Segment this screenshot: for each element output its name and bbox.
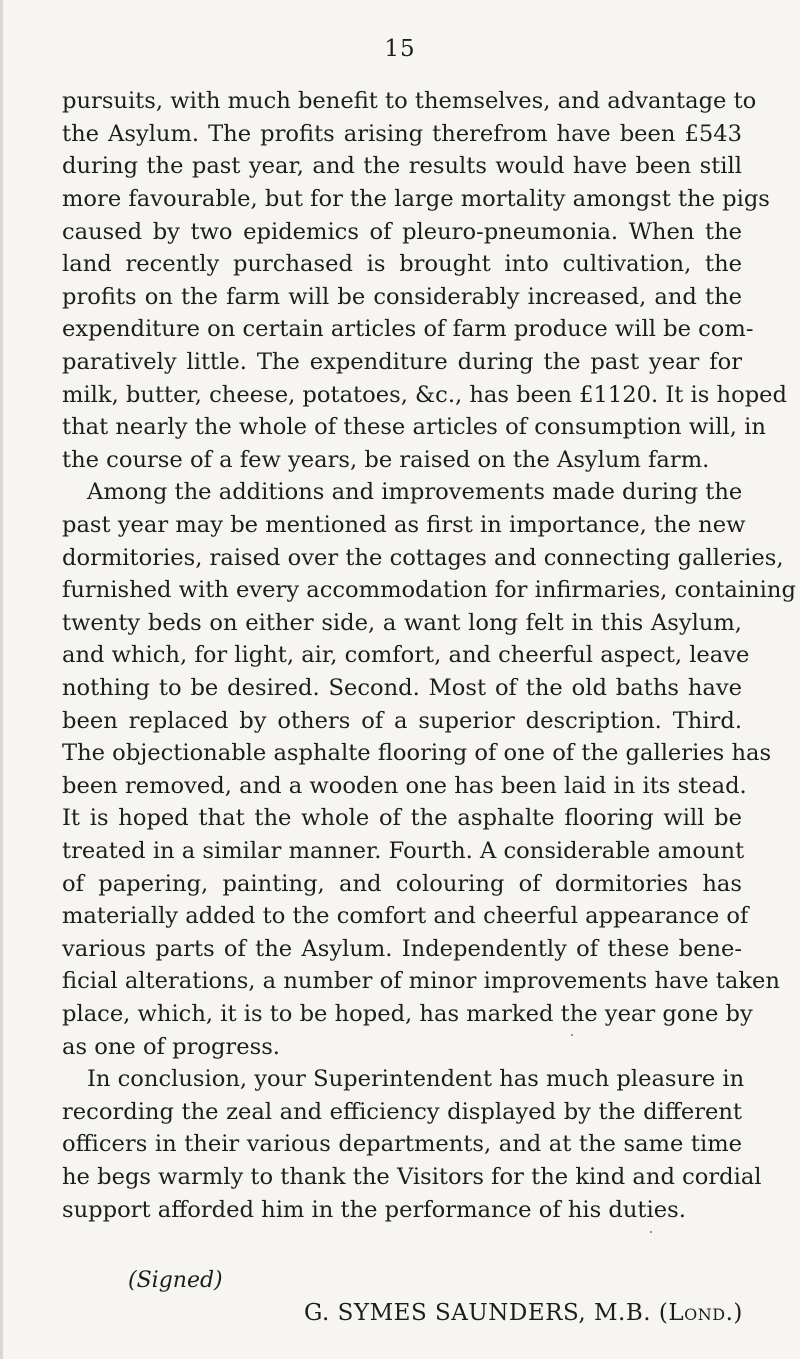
text-line: various parts of the Asylum. Independently of these bene- bbox=[62, 936, 742, 962]
text-line: more favourable, but for the large mortality amongst the pigs bbox=[62, 186, 770, 212]
text-line: treated in a similar manner. Fourth. A considerable amount bbox=[62, 838, 745, 864]
text-line: recording the zeal and efficiency displayed by the different bbox=[62, 1099, 742, 1125]
text-line: he begs warmly to thank the Visitors for the kind and cordial bbox=[62, 1164, 762, 1190]
text-line: that nearly the whole of these articles of consumption will, in bbox=[62, 414, 766, 440]
signature-line bbox=[304, 1300, 743, 1326]
text-line: the course of a few years, be raised on the Asylum farm. bbox=[62, 447, 710, 473]
text-line: been removed, and a wooden one has been laid in its stead. bbox=[62, 773, 747, 799]
text-line: twenty beds on either side, a want long felt in this Asylum, bbox=[62, 610, 742, 636]
text-line: the Asylum. The profits arising therefrom have been £543 bbox=[62, 121, 742, 147]
text-line: as one of progress. bbox=[62, 1034, 280, 1060]
text-line: of papering, painting, and colouring of dormitories has bbox=[62, 871, 742, 897]
page-number: 15 bbox=[384, 36, 416, 62]
text-line: past year may be mentioned as first in importance, the new bbox=[62, 512, 746, 538]
text-line: ficial alterations, a number of minor improvements have taken bbox=[62, 968, 780, 994]
text-line: profits on the farm will be considerably increased, and the bbox=[62, 284, 742, 310]
page-edge-shadow bbox=[0, 0, 3, 1359]
paper-speck bbox=[650, 1231, 652, 1233]
signature-name: G. SYMES SAUNDERS, M.B. ( bbox=[304, 1300, 669, 1326]
text-line: and which, for light, air, comfort, and cheerful aspect, leave bbox=[62, 642, 750, 668]
text-line: expenditure on certain articles of farm produce will be com- bbox=[62, 316, 754, 342]
paragraph-start-line: In conclusion, your Superintendent has much pleasure in bbox=[87, 1066, 745, 1092]
text-line: nothing to be desired. Second. Most of the old baths have bbox=[62, 675, 742, 701]
text-line: during the past year, and the results would have been still bbox=[62, 153, 742, 179]
text-line: officers in their various departments, and at the same time bbox=[62, 1131, 742, 1157]
text-line: land recently purchased is brought into cultivation, the bbox=[62, 251, 742, 277]
text-line: The objectionable asphalte flooring of one of the galleries has bbox=[62, 740, 772, 766]
text-line: place, which, it is to be hoped, has marked the year gone by bbox=[62, 1001, 753, 1027]
text-line: support afforded him in the performance of his duties. bbox=[62, 1197, 686, 1223]
text-line: milk, butter, cheese, potatoes, &c., has been £1120. It is hoped bbox=[62, 382, 787, 408]
signed-label: (Signed) bbox=[128, 1268, 223, 1293]
signature-degree: Lond. bbox=[668, 1300, 734, 1326]
signature-close: ) bbox=[733, 1300, 743, 1326]
text-line: paratively little. The expenditure during the past year for bbox=[62, 349, 742, 375]
text-line: It is hoped that the whole of the asphalte flooring will be bbox=[62, 805, 742, 831]
text-line: materially added to the comfort and cheerful appearance of bbox=[62, 903, 749, 929]
text-line: furnished with every accommodation for infirmaries, containing bbox=[62, 577, 796, 603]
text-line: caused by two epidemics of pleuro-pneumonia. When the bbox=[62, 219, 742, 245]
text-line: dormitories, raised over the cottages and connecting galleries, bbox=[62, 545, 784, 571]
text-line: pursuits, with much benefit to themselves, and advantage to bbox=[62, 88, 757, 114]
paragraph-start-line: Among the additions and improvements made during the bbox=[87, 479, 743, 505]
paper-speck bbox=[571, 1034, 573, 1036]
text-line: been replaced by others of a superior description. Third. bbox=[62, 708, 742, 734]
